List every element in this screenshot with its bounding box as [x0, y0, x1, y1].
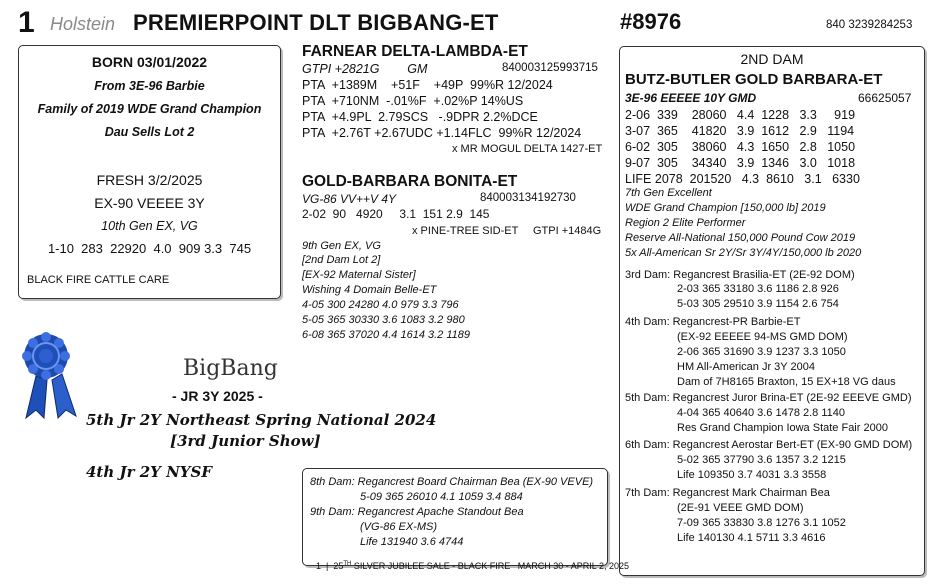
seventh-dam-life: Life 140130 4.1 5711 3.3 4616 — [677, 532, 826, 544]
seventh-dam-class: (2E-91 VEEE GMD DOM) — [677, 502, 804, 514]
fifth-dam-record: 4-04 365 40640 3.6 1478 2.8 1140 — [677, 407, 846, 419]
lot-number: 1 — [18, 6, 35, 39]
sire-pta-3: PTA +4.9PL 2.79SCS -.9DPR 2.2%DCE — [302, 110, 538, 124]
family-note: Family of 2019 WDE Grand Champion — [37, 102, 262, 116]
fourth-dam-progeny: Dam of 7H8165 Braxton, 15 EX+18 VG daus — [677, 376, 896, 388]
deep-pedigree-box — [302, 468, 608, 566]
second-dam-record-2: 3-07 365 41820 3.9 1612 2.9 1194 — [625, 124, 855, 138]
second-dam-note-3: Region 2 Elite Performer — [625, 217, 746, 229]
ninth-dam: 9th Dam: Regancrest Apache Standout Bea — [310, 506, 524, 518]
second-dam-record-1: 2-06 339 28060 4.4 1228 3.3 919 — [625, 108, 856, 122]
second-dam-id: 66625057 — [858, 91, 912, 105]
fifth-dam-award: Res Grand Champion Iowa State Fair 2000 — [677, 422, 888, 434]
fifth-dam: 5th Dam: Regancrest Juror Brina-ET (2E-92 EEEVE GMD) — [625, 392, 912, 404]
fresh-date: FRESH 3/2/2025 — [96, 172, 203, 188]
footer-dates: MARCH 30 - APRIL 2, 2025 — [510, 561, 629, 571]
sixth-dam-record: 5-02 365 37790 3.6 1357 3.2 1215 — [677, 454, 846, 466]
second-dam-record-3: 6-02 305 38060 4.3 1650 2.8 1050 — [625, 140, 856, 154]
dam-note-2: [EX-92 Maternal Sister] — [302, 269, 416, 281]
blue-ribbon-icon — [14, 332, 84, 422]
second-dam-classification: 3E-96 EEEEE 10Y GMD — [625, 91, 757, 105]
show-result-1: 5th Jr 2Y Northeast Spring National 2024 — [86, 411, 437, 429]
dam-note-3: Wishing 4 Domain Belle-ET — [302, 284, 437, 296]
animal-name: PREMIERPOINT DLT BIGBANG-ET — [133, 10, 499, 35]
second-dam-box — [619, 46, 925, 576]
fourth-dam: 4th Dam: Regancrest-PR Barbie-ET — [625, 316, 801, 328]
dam-id: 840003134192730 — [480, 192, 576, 204]
page-footer — [316, 561, 629, 571]
sire-pta-1: PTA +1389M +51F +49P 99%R 12/2024 — [302, 78, 553, 92]
id-number: 840 3239284253 — [826, 19, 913, 31]
second-dam-record-4: 9-07 305 34340 3.9 1346 3.0 1018 — [625, 156, 856, 170]
third-dam-record-2: 5-03 305 29510 3.9 1154 2.6 754 — [677, 298, 839, 310]
sire-id: 840003125993715 — [502, 62, 598, 74]
dam-classification: VG-86 VV++V 4Y — [302, 192, 397, 206]
registration-number: #8976 — [620, 9, 682, 34]
breed-label: Holstein — [50, 14, 116, 34]
fourth-dam-class: (EX-92 EEEEE 94-MS GMD DOM) — [677, 331, 848, 343]
sixth-dam-life: Life 109350 3.7 4031 3.3 3558 — [677, 469, 827, 481]
second-dam-header: 2ND DAM — [740, 51, 804, 67]
dam-note-1: [2nd Dam Lot 2] — [302, 254, 381, 266]
production-record: 1-10 283 22920 4.0 909 3.3 745 — [47, 241, 252, 256]
sire-pta-4: PTA +2.76T +2.67UDC +1.14FLC 99%R 12/2024 — [302, 126, 582, 140]
show-logo-text: BigBang — [183, 356, 278, 381]
second-dam-record-life: LIFE 2078 201520 4.3 8610 3.1 6330 — [625, 172, 860, 186]
second-dam-note-4: Reserve All-National 150,000 Pound Cow 2019 — [625, 232, 856, 244]
dam-record-1: 4-05 300 24280 4.0 979 3.3 796 — [302, 299, 459, 311]
second-dam-note-5: 5x All-American Sr 2Y/Sr 3Y/4Y/150,000 lb 2020 — [625, 247, 862, 259]
footer-page: 1 | 25 — [316, 561, 344, 571]
eighth-dam-record: 5-09 365 26010 4.1 1059 3.4 884 — [360, 491, 523, 503]
classification: EX-90 VEEEE 3Y — [94, 195, 205, 211]
dau-sells: Dau Sells Lot 2 — [104, 125, 195, 139]
dam-record: 2-02 90 4920 3.1 151 2.9 145 — [302, 207, 490, 221]
dam-name: GOLD-BARBARA BONITA-ET — [302, 173, 518, 190]
born-date: BORN 03/01/2022 — [91, 54, 208, 70]
third-dam-record-1: 2-03 365 33180 3.6 1186 2.8 926 — [677, 283, 839, 295]
show-result-3: 4th Jr 2Y NYSF — [86, 463, 212, 481]
seventh-dam-record: 7-09 365 33830 3.8 1276 3.1 1052 — [677, 517, 846, 529]
fourth-dam-record: 2-06 365 31690 3.9 1237 3.3 1050 — [677, 346, 846, 358]
from-dam: From 3E-96 Barbie — [94, 79, 205, 93]
seventh-dam: 7th Dam: Regancrest Mark Chairman Bea — [625, 487, 830, 499]
sire-pta-2: PTA +710NM -.01%F +.02%P 14%US — [302, 94, 524, 108]
sire-gtpi: GTPI +2821G GM — [302, 62, 428, 76]
consignor: BLACK FIRE CATTLE CARE — [27, 274, 170, 286]
dam-record-3: 6-08 365 37020 4.4 1614 3.2 1189 — [302, 329, 471, 341]
show-title: - JR 3Y 2025 - — [172, 388, 263, 404]
fourth-dam-award: HM All-American Jr 3Y 2004 — [677, 361, 815, 373]
animal-info-box — [18, 45, 281, 299]
generation-note: 10th Gen EX, VG — [101, 219, 198, 233]
sixth-dam: 6th Dam: Regancrest Aerostar Bert-ET (EX-90 GMD DOM) — [625, 439, 913, 451]
dam-record-2: 5-05 365 30330 3.6 1083 3.2 980 — [302, 314, 465, 326]
second-dam-note-1: 7th Gen Excellent — [625, 187, 712, 199]
sire-of-sire: x MR MOGUL DELTA 1427-ET — [452, 143, 603, 155]
second-dam-note-2: WDE Grand Champion [150,000 lb] 2019 — [625, 202, 826, 214]
footer-ordinal: TH — [343, 561, 352, 567]
footer-sale: SILVER JUBILEE SALE - BLACK FIRE — [351, 561, 511, 571]
third-dam: 3rd Dam: Regancrest Brasilia-ET (2E-92 DOM) — [625, 269, 855, 281]
eighth-dam: 8th Dam: Regancrest Board Chairman Bea (EX-90 VEVE) — [310, 476, 594, 488]
dam-generation: 9th Gen EX, VG — [302, 240, 381, 252]
show-result-2: [3rd Junior Show] — [170, 432, 321, 450]
ninth-dam-class: (VG-86 EX-MS) — [360, 521, 438, 533]
second-dam-name: BUTZ-BUTLER GOLD BARBARA-ET — [625, 71, 883, 88]
maternal-grandsire: x PINE-TREE SID-ET — [412, 225, 519, 237]
sire-name: FARNEAR DELTA-LAMBDA-ET — [302, 43, 528, 60]
ninth-dam-life: Life 131940 3.6 4744 — [360, 536, 464, 548]
dam-gtpi: GTPI +1484G — [533, 225, 602, 237]
